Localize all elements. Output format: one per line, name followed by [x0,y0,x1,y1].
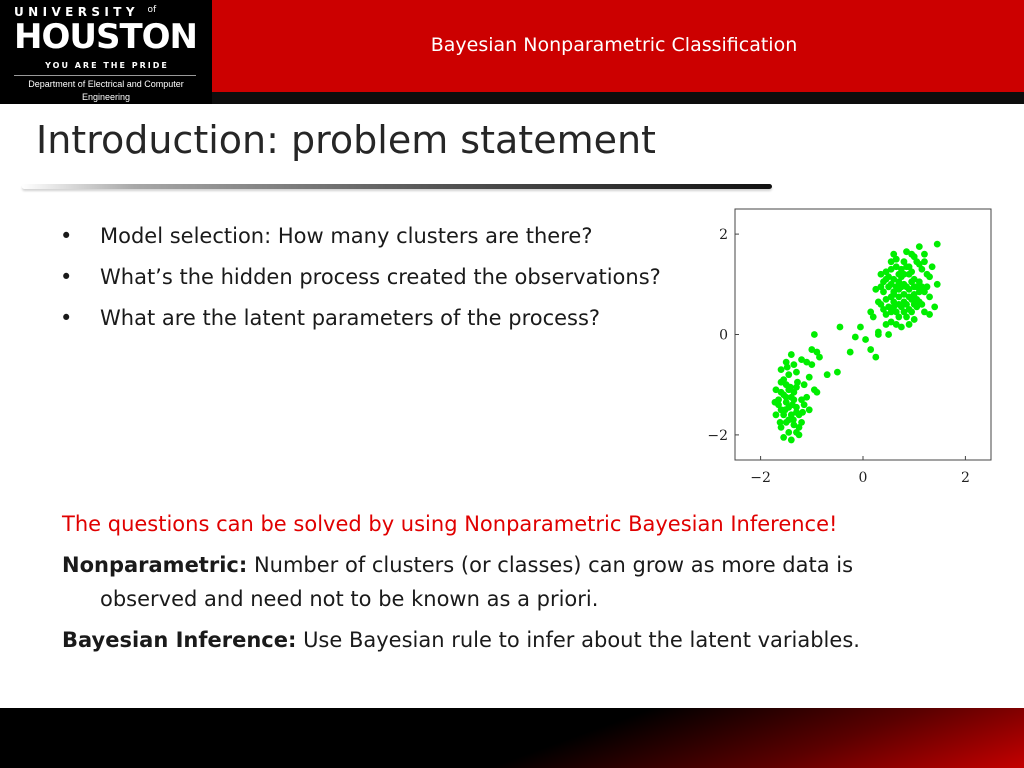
slide-title: Introduction: problem statement [36,118,656,162]
data-point [916,278,923,285]
data-point [888,258,895,265]
data-point [908,309,915,316]
bullet-marker: • [60,224,73,248]
data-point [921,251,928,258]
y-tick-label: 2 [719,227,728,244]
data-point [929,263,936,270]
bayesian-label: Bayesian Inference: [62,628,297,652]
data-point [926,293,933,300]
university-logo [0,0,212,104]
data-point [862,336,869,343]
data-point [778,366,785,373]
data-point [906,293,913,300]
data-point [931,303,938,310]
data-point [883,276,890,283]
data-point [911,253,918,260]
bullet-item [60,263,720,291]
data-point [793,369,800,376]
data-point [901,281,908,288]
data-point [790,361,797,368]
data-point [895,293,902,300]
data-point [811,331,818,338]
data-point [926,273,933,280]
data-point [885,331,892,338]
data-point [890,288,897,295]
data-point [888,281,895,288]
footer-bar [0,708,1024,768]
data-point [875,298,882,305]
data-point [780,434,787,441]
data-point [911,316,918,323]
data-point [834,369,841,376]
logo-houston-text: HOUSTON [14,17,198,57]
data-point [814,389,821,396]
data-point [778,389,785,396]
data-point [872,286,879,293]
data-point [911,283,918,290]
data-point [808,346,815,353]
data-point [926,311,933,318]
x-tick-label: 0 [858,470,868,486]
data-point [893,321,900,328]
bayesian-definition [62,623,860,657]
bullet-text: What are the latent parameters of the process? [100,306,601,330]
data-point [777,419,784,426]
data-point [878,271,885,278]
data-point [789,401,796,408]
data-point [803,394,810,401]
data-point [906,271,913,278]
bullet-item [60,304,720,332]
bullet-item [60,222,720,250]
x-tick-label: 2 [960,470,970,486]
data-point [788,351,795,358]
data-points [772,241,941,444]
data-point [903,248,910,255]
data-point [872,354,879,361]
logo-tagline: YOU ARE THE PRIDE [45,61,169,70]
data-point [916,288,923,295]
nonparametric-label: Nonparametric: [62,553,248,577]
data-point [893,263,900,270]
plot-frame [735,209,991,460]
data-point [801,401,808,408]
data-point [934,241,941,248]
data-point [806,406,813,413]
data-point [782,406,789,413]
data-point [793,409,800,416]
data-point [918,266,925,273]
y-tick-label: 0 [719,327,728,344]
data-point [783,394,790,401]
data-point [806,374,813,381]
presentation-title: Bayesian Nonparametric Classification [430,34,798,56]
data-point [793,429,800,436]
highlight-statement: The questions can be solved by using Nonparametric Bayesian Inference! [62,512,838,536]
bullet-marker: • [60,265,73,289]
data-point [895,301,902,308]
data-point [934,281,941,288]
data-point [837,324,844,331]
data-point [867,309,874,316]
data-point [883,321,890,328]
x-tick-label: −2 [750,470,771,486]
nonparametric-definition [62,548,922,616]
y-tick-label: −2 [707,427,728,444]
data-point [794,379,801,386]
data-point [799,409,806,416]
bullet-marker: • [60,306,73,330]
data-point [895,271,902,278]
nonparametric-text-line2: observed and need not to be known as a priori. [100,587,599,611]
data-point [890,251,897,258]
logo-university-text: UNIVERSITY $^{of}$ [14,5,157,19]
data-point [867,346,874,353]
data-point [852,334,859,341]
data-point [880,306,887,313]
logo-divider [14,75,196,76]
title-underline [22,184,772,189]
scatter-plot [700,205,996,490]
data-point [788,437,795,444]
bullet-text: What’s the hidden process created the observations? [100,265,661,289]
bullet-list [60,222,720,345]
data-point [901,258,908,265]
data-point [787,384,794,391]
data-point [798,356,805,363]
data-point [785,429,792,436]
data-point [785,371,792,378]
data-point [924,283,931,290]
data-point [847,349,854,356]
data-point [916,243,923,250]
bayesian-text: Use Bayesian rule to infer about the latent variables. [303,628,860,652]
data-point [790,416,797,423]
data-point [857,324,864,331]
data-point [784,364,791,371]
department-name: Department of Electrical and Computer Engineering [28,79,184,102]
data-point [773,411,780,418]
bullet-text: Model selection: How many clusters are there? [100,224,593,248]
logo-of-text: of [147,5,157,15]
data-point [911,301,918,308]
data-point [772,399,779,406]
data-point [824,371,831,378]
data-point [801,381,808,388]
data-point [921,258,928,265]
data-point [901,309,908,316]
data-point [906,321,913,328]
data-point [906,263,913,270]
nonparametric-text-line1: Number of clusters (or classes) can grow as more data is [253,553,854,577]
data-point [875,329,882,336]
data-point [778,379,785,386]
